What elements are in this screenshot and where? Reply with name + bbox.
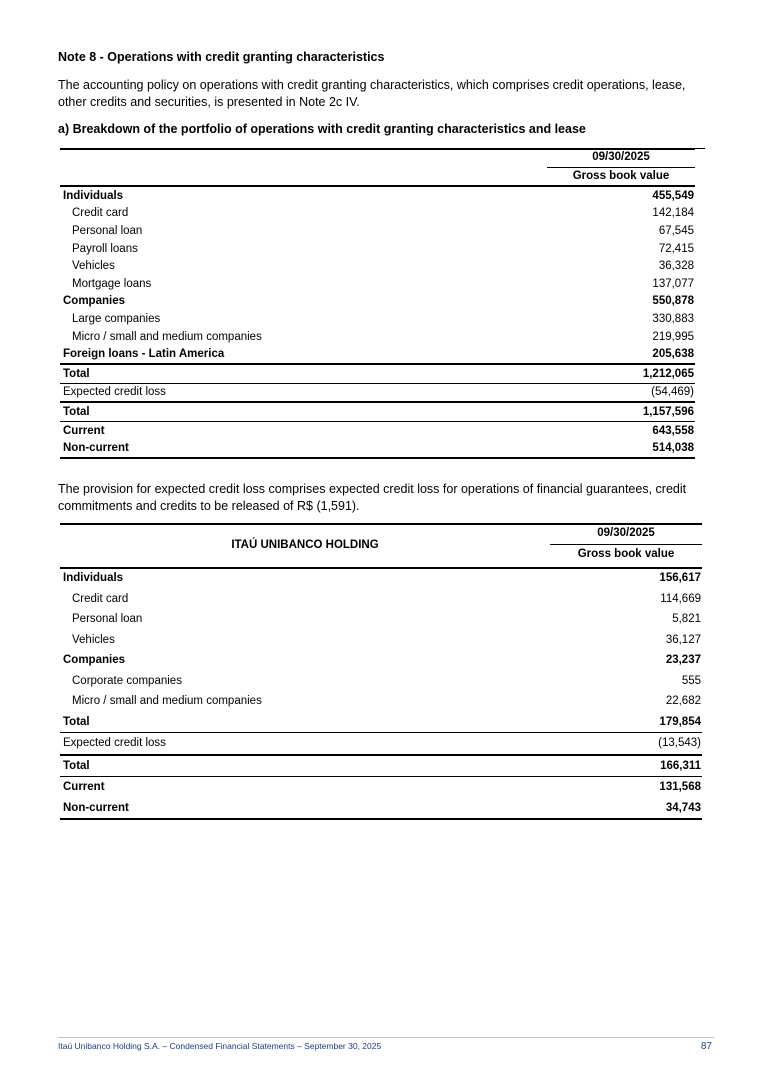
row-value: 67,545 — [658, 224, 694, 237]
row-value: 36,328 — [658, 260, 694, 273]
row-label: Individuals — [63, 189, 124, 202]
table-row — [60, 798, 702, 821]
row-label: Companies — [63, 295, 125, 308]
row-label: Expected credit loss — [63, 386, 166, 399]
row-label: Payroll loans — [72, 242, 138, 255]
row-label: Vehicles — [72, 633, 115, 646]
row-label: Corporate companies — [72, 674, 182, 687]
header-divider — [547, 167, 695, 168]
row-value: 156,617 — [659, 572, 701, 585]
page-number: 87 — [700, 1041, 712, 1052]
row-value: 34,743 — [665, 801, 701, 814]
row-label: Total — [63, 405, 90, 418]
row-label: Micro / small and medium companies — [72, 695, 262, 708]
row-label: Current — [63, 424, 105, 437]
row-label: Individuals — [63, 572, 124, 585]
row-value: 514,038 — [652, 442, 694, 455]
section-subtitle: a) Breakdown of the portfolio of operations with credit granting characteristics and lease — [58, 122, 586, 136]
row-value: 1,157,596 — [642, 405, 694, 418]
table-row — [60, 421, 695, 440]
table-row — [60, 363, 695, 383]
table-row — [60, 293, 695, 311]
row-label: Personal loan — [72, 613, 143, 626]
row-value: 455,549 — [652, 189, 694, 202]
row-value: 5,821 — [672, 613, 701, 626]
row-value: 550,878 — [652, 295, 694, 308]
table-row — [60, 310, 695, 328]
table-row — [60, 609, 702, 630]
row-label: Current — [63, 781, 105, 794]
table-body — [60, 187, 695, 459]
table-row — [60, 568, 702, 589]
footer-rule — [58, 1037, 714, 1038]
note-title: Note 8 - Operations with credit granting characteristics — [58, 50, 385, 64]
row-value: 330,883 — [652, 312, 694, 325]
table-row — [60, 187, 695, 205]
table-row — [60, 712, 702, 733]
row-label: Mortgage loans — [72, 277, 152, 290]
row-value: 555 — [681, 674, 701, 687]
column-date-header: 09/30/2025 — [597, 527, 655, 539]
column-value-header: Gross book value — [572, 170, 670, 182]
row-label: Micro / small and medium companies — [72, 330, 262, 343]
column-value-header: Gross book value — [577, 548, 675, 560]
table-row — [60, 383, 695, 402]
row-value: (13,543) — [658, 737, 701, 750]
row-value: 114,669 — [660, 592, 701, 605]
table-row — [60, 439, 695, 459]
row-value: 36,127 — [665, 633, 701, 646]
row-label: Non-current — [63, 801, 129, 814]
table-row — [60, 222, 695, 240]
row-value: 205,638 — [652, 348, 694, 361]
row-value: 22,682 — [665, 695, 701, 708]
provision-paragraph: The provision for expected credit loss comprises expected credit loss for operations of financial guarantees, credit commitments and credits to be released of R$ (1,591). — [58, 482, 687, 513]
row-value: 1,212,065 — [642, 367, 694, 380]
table-top-rule — [60, 148, 695, 150]
row-label: Personal loan — [72, 224, 143, 237]
table-row — [60, 754, 702, 777]
row-label: Total — [63, 759, 90, 772]
table-row — [60, 345, 695, 363]
entity-header: ITAÚ UNIBANCO HOLDING — [231, 539, 379, 551]
table-row — [60, 671, 702, 692]
table-row — [60, 630, 702, 651]
table-row — [60, 691, 702, 712]
row-value: 131,568 — [659, 781, 701, 794]
table-row — [60, 257, 695, 275]
row-value: (54,469) — [651, 386, 694, 399]
row-value: 142,184 — [652, 207, 694, 220]
table-row — [60, 650, 702, 671]
row-value: 23,237 — [665, 654, 701, 667]
row-label: Companies — [63, 654, 125, 667]
table-body — [60, 568, 702, 820]
row-value: 137,077 — [652, 277, 694, 290]
row-label: Non-current — [63, 442, 129, 455]
footer-text: Itaú Unibanco Holding S.A. – Condensed Financial Statements – September 30, 2025 — [58, 1041, 382, 1051]
table-row — [60, 275, 695, 293]
table-top-rule — [60, 523, 702, 525]
table-row — [60, 401, 695, 421]
row-label: Foreign loans - Latin America — [63, 348, 225, 361]
row-value: 166,311 — [660, 759, 701, 772]
table-row — [60, 732, 702, 754]
row-label: Expected credit loss — [63, 737, 166, 750]
table-row — [60, 205, 695, 223]
row-label: Vehicles — [72, 260, 115, 273]
row-value: 219,995 — [652, 330, 694, 343]
row-value: 72,415 — [658, 242, 694, 255]
row-label: Total — [63, 715, 90, 728]
header-divider — [550, 544, 702, 545]
column-date-header: 09/30/2025 — [592, 151, 650, 163]
table-row — [60, 328, 695, 346]
row-label: Credit card — [72, 592, 129, 605]
row-value: 179,854 — [659, 715, 701, 728]
row-label: Total — [63, 367, 90, 380]
row-value: 643,558 — [652, 424, 694, 437]
table-top-rule-extension — [695, 148, 705, 149]
table-row — [60, 589, 702, 610]
table-row — [60, 240, 695, 258]
row-label: Large companies — [72, 312, 161, 325]
table-row — [60, 776, 702, 798]
row-label: Credit card — [72, 207, 129, 220]
accounting-policy-paragraph: The accounting policy on operations with credit granting characteristics, which comprises credit operations, lease, other credits and securities, is presented in Note 2c IV. — [58, 78, 686, 109]
